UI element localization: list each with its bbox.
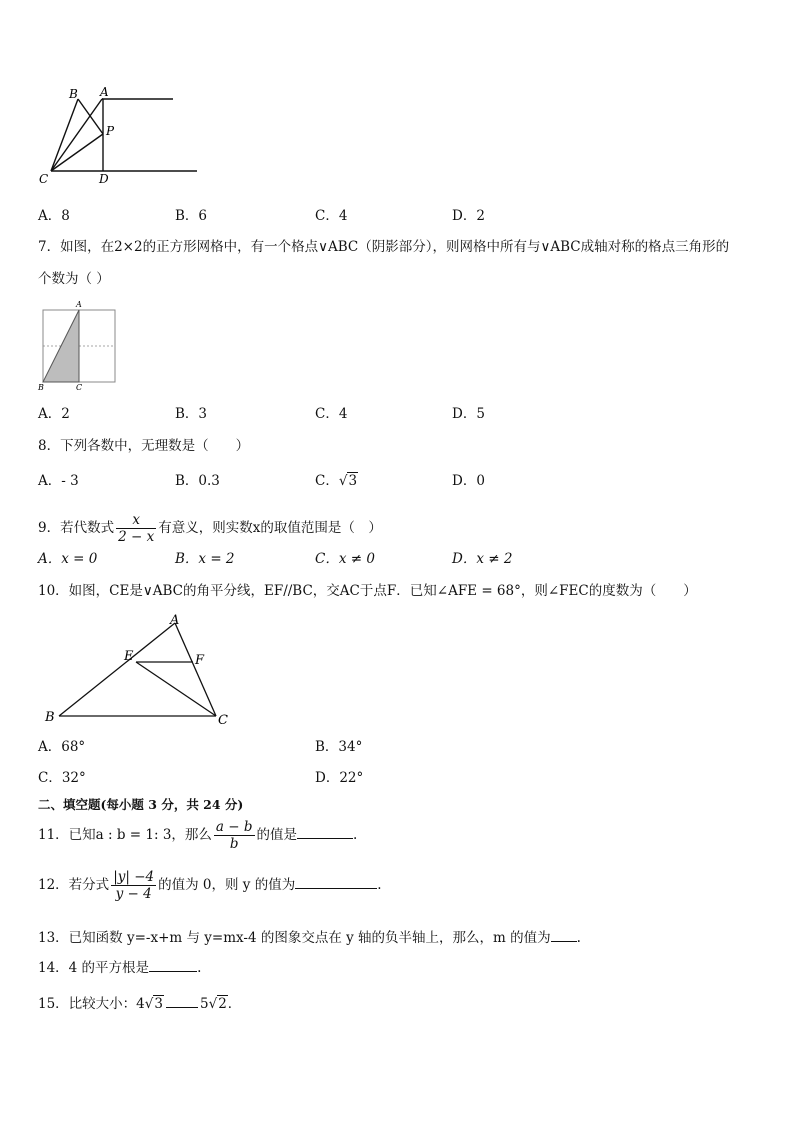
q7-option-d: D．5 bbox=[452, 406, 485, 422]
q6-option-d: D．2 bbox=[452, 208, 485, 224]
q12-stem bbox=[38, 866, 382, 904]
q11-pre: 11．已知a : b = 1: 3，那么 bbox=[38, 827, 212, 843]
q9-post: 有意义，则实数x的取值范围是（ ） bbox=[158, 520, 382, 536]
label-C: C bbox=[39, 172, 49, 186]
q9-stem bbox=[38, 510, 382, 546]
q9-pre: 9．若代数式 bbox=[38, 520, 115, 536]
q12-answer-blank[interactable] bbox=[295, 874, 377, 889]
q10-option-d: D．22° bbox=[315, 770, 364, 786]
q15-stem bbox=[38, 993, 241, 1013]
sqrt-2-q15: √2 bbox=[208, 996, 227, 1012]
tri-label-B: B bbox=[45, 710, 55, 725]
tri-label-A: A bbox=[170, 613, 180, 628]
q12-fraction bbox=[111, 869, 156, 902]
q8-option-d: D．0 bbox=[452, 473, 485, 489]
q12-frac-num: |y| −4 bbox=[113, 869, 155, 885]
q14-answer-blank[interactable] bbox=[149, 957, 197, 972]
q15-answer-blank[interactable] bbox=[166, 993, 198, 1008]
q13-text: 13．已知函数 y=-x+m 与 y=mx-4 的图象交点在 y 轴的负半轴上，那么，m 的值为 bbox=[38, 930, 551, 946]
tri-label-C: C bbox=[218, 713, 228, 728]
q13-end: . bbox=[576, 930, 581, 946]
q13-stem bbox=[38, 927, 581, 947]
q7-option-a: A．2 bbox=[38, 406, 70, 422]
q6-option-c: C．4 bbox=[315, 208, 348, 224]
q13-answer-blank[interactable] bbox=[551, 927, 577, 942]
grid-label-A: A bbox=[76, 300, 82, 309]
label-B: B bbox=[69, 87, 78, 101]
q9-option-c: C．x ≠ 0 bbox=[315, 551, 375, 567]
q9-frac-num: x bbox=[116, 512, 156, 529]
q6-option-a: A．8 bbox=[38, 208, 70, 224]
q14-stem bbox=[38, 957, 201, 977]
q7-stem-line2: 个数为（ ） bbox=[38, 271, 110, 287]
q12-end: . bbox=[377, 877, 382, 893]
q14-text: 14．4 的平方根是 bbox=[38, 960, 150, 976]
label-P: P bbox=[106, 124, 115, 138]
figure-q7-grid bbox=[34, 298, 124, 394]
q9-option-d: D．x ≠ 2 bbox=[452, 551, 513, 567]
q9-option-b: B．x = 2 bbox=[175, 551, 235, 567]
q11-post: 的值是 bbox=[256, 827, 298, 843]
q15-mid: 5 bbox=[199, 996, 209, 1012]
q8-option-c-label: C． bbox=[315, 473, 339, 489]
figure-q6 bbox=[30, 82, 210, 192]
q8-option-c bbox=[315, 472, 358, 490]
q10-option-b: B．34° bbox=[315, 739, 363, 755]
q9-option-a: A．x = 0 bbox=[38, 551, 98, 567]
q10-option-c: C．32° bbox=[38, 770, 86, 786]
section-heading-fill-in: 二、填空题(每小题 3 分，共 24 分) bbox=[38, 797, 244, 812]
q10-option-a: A．68° bbox=[38, 739, 86, 755]
grid-label-C: C bbox=[76, 383, 83, 392]
q11-frac-num: a − b bbox=[215, 819, 253, 835]
q11-fraction bbox=[214, 819, 255, 852]
q7-stem-line1: 7．如图，在2×2的正方形网格中，有一个格点∨ABC（阴影部分），则网格中所有与∨ABC成轴对称的格点三角形的 bbox=[38, 239, 730, 255]
q7-option-c: C．4 bbox=[315, 406, 348, 422]
grid-label-B: B bbox=[38, 383, 44, 392]
q15-pre: 15．比较大小：4 bbox=[38, 996, 145, 1012]
q12-pre: 12．若分式 bbox=[38, 877, 110, 893]
q11-stem bbox=[38, 816, 357, 854]
q14-end: . bbox=[197, 960, 202, 976]
label-A: A bbox=[100, 85, 109, 99]
label-D: D bbox=[99, 172, 109, 186]
q12-post: 的值为 0，则 y 的值为 bbox=[158, 877, 296, 893]
q7-option-b: B．3 bbox=[175, 406, 208, 422]
q11-answer-blank[interactable] bbox=[297, 824, 353, 839]
q6-option-b: B．6 bbox=[175, 208, 208, 224]
q15-end: ． bbox=[227, 996, 242, 1012]
q8-option-a: A．- 3 bbox=[38, 473, 79, 489]
q9-frac-den: 2 − x bbox=[118, 529, 155, 545]
tri-label-E: E bbox=[124, 649, 134, 664]
q8-stem: 8．下列各数中，无理数是（ ） bbox=[38, 438, 250, 454]
q9-fraction bbox=[116, 512, 156, 545]
q12-frac-den: y − 4 bbox=[115, 886, 152, 902]
sqrt-3-q15: √3 bbox=[144, 996, 163, 1012]
q8-option-b: B．0.3 bbox=[175, 473, 220, 489]
q11-frac-den: b bbox=[229, 836, 239, 852]
figure-q10 bbox=[38, 610, 238, 732]
tri-label-F: F bbox=[195, 653, 205, 668]
q10-stem: 10．如图，CE是∨ABC的角平分线，EF//BC，交AC于点F．已知∠AFE = 68°，则∠FEC的度数为（ ） bbox=[38, 583, 697, 599]
sqrt-3: √3 bbox=[338, 473, 358, 489]
q11-end: . bbox=[353, 827, 358, 843]
